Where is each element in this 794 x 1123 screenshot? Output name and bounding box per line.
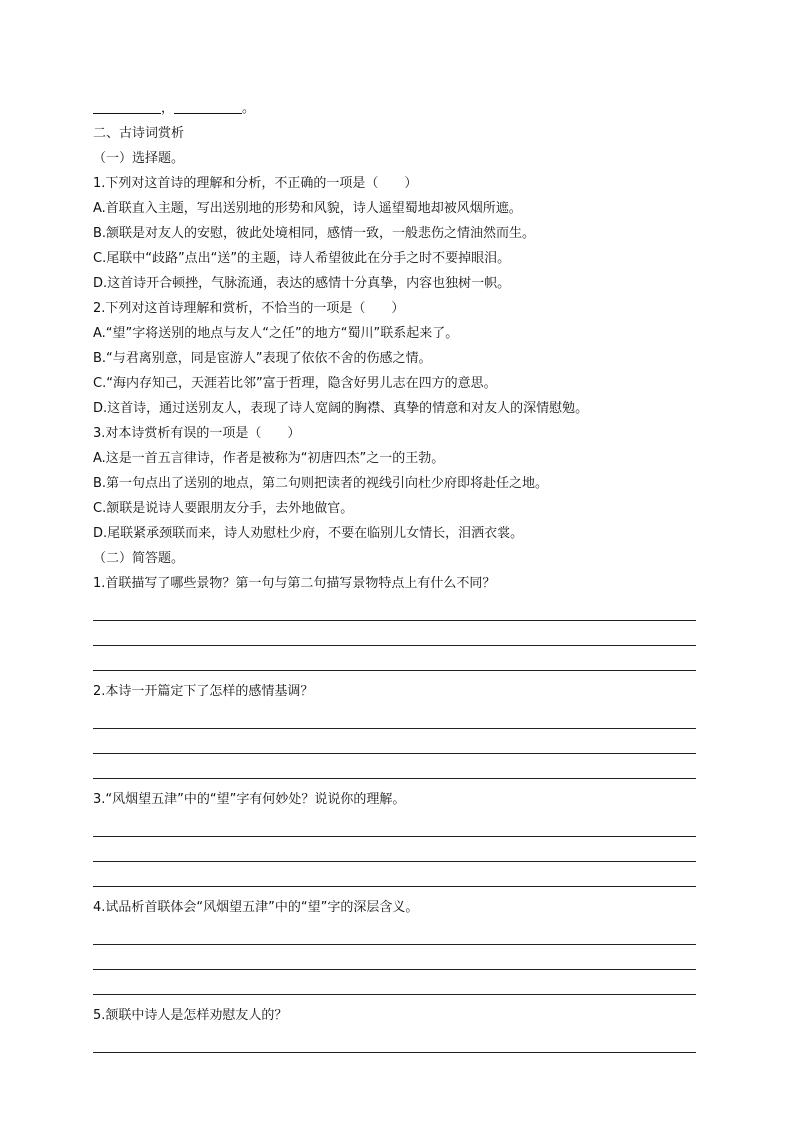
question-3-option-c[interactable]: C.颔联是说诗人要跟朋友分手，去外地做官。 (93, 501, 354, 516)
fill-blank-1[interactable] (93, 99, 161, 114)
short-question-3: 3.“风烟望五津”中的“望”字有何妙处？说说你的理解。 (93, 792, 406, 807)
answer-line[interactable] (93, 812, 696, 837)
question-2-option-a[interactable]: A.“望”字将送别的地点与友人“之任”的地方“蜀川”联系起来了。 (93, 326, 459, 341)
answer-line[interactable] (93, 596, 696, 621)
short-question-4: 4.试品析首联体会“风烟望五津”中的“望”字的深层含义。 (93, 900, 419, 915)
question-2-option-b[interactable]: B.“与君离别意，同是宦游人”表现了依依不舍的伤感之情。 (93, 351, 432, 366)
question-1-option-a[interactable]: A.首联直入主题，写出送别地的形势和风貌，诗人遥望蜀地却被风烟所遮。 (93, 201, 522, 216)
question-3-option-d[interactable]: D.尾联紧承颈联而来，诗人劝慰杜少府，不要在临别儿女情长，泪洒衣裳。 (93, 526, 524, 541)
short-question-1: 1.首联描写了哪些景物？第一句与第二句描写景物特点上有什么不同？ (93, 576, 496, 591)
question-1-option-b[interactable]: B.颔联是对友人的安慰，彼此处境相同，感情一致，一般悲伤之情油然而生。 (93, 226, 536, 241)
answer-line[interactable] (93, 729, 696, 754)
answer-line[interactable] (93, 945, 696, 970)
blank-terminator: 。 (242, 101, 256, 116)
question-3-stem: 3.对本诗赏析有误的一项是（ ） (93, 426, 301, 441)
question-2-option-c[interactable]: C.“海内存知己，天涯若比邻”富于哲理，隐含好男儿志在四方的意思。 (93, 376, 497, 391)
question-3-option-b[interactable]: B.第一句点出了送别的地点，第二句则把读者的视线引向杜少府即将赴任之地。 (93, 476, 549, 491)
answer-line[interactable] (93, 704, 696, 729)
question-1-stem: 1.下列对这首诗的理解和分析，不正确的一项是（ ） (93, 176, 418, 191)
fill-in-blanks-row (93, 96, 696, 121)
answer-line[interactable] (93, 920, 696, 945)
question-1-option-d[interactable]: D.这首诗开合顿挫，气脉流通，表达的感情十分真挚，内容也独树一帜。 (93, 276, 511, 291)
short-question-5: 5.颔联中诗人是怎样劝慰友人的？ (93, 1008, 288, 1023)
worksheet-page (93, 96, 696, 1053)
answer-line[interactable] (93, 837, 696, 862)
answer-line[interactable] (93, 862, 696, 887)
answer-line[interactable] (93, 621, 696, 646)
part2-title: （二）简答题。 (93, 551, 185, 566)
section-title: 二、古诗词赏析 (93, 126, 185, 141)
answer-line[interactable] (93, 646, 696, 671)
fill-blank-2[interactable] (174, 99, 242, 114)
answer-line[interactable] (93, 1028, 696, 1053)
answer-line[interactable] (93, 754, 696, 779)
question-2-option-d[interactable]: D.这首诗，通过送别友人，表现了诗人宽阔的胸襟、真挚的情意和对友人的深情慰勉。 (93, 401, 589, 416)
short-question-2: 2.本诗一开篇定下了怎样的感情基调？ (93, 684, 314, 699)
answer-line[interactable] (93, 970, 696, 995)
question-3-option-a[interactable]: A.这是一首五言律诗，作者是被称为“初唐四杰”之一的王勃。 (93, 451, 445, 466)
blank-separator: ， (161, 101, 175, 116)
part1-title: （一）选择题。 (93, 151, 185, 166)
question-1-option-c[interactable]: C.尾联中“歧路”点出“送”的主题，诗人希望彼此在分手之时不要掉眼泪。 (93, 251, 511, 266)
question-2-stem: 2.下列对这首诗理解和赏析，不恰当的一项是（ ） (93, 301, 405, 316)
